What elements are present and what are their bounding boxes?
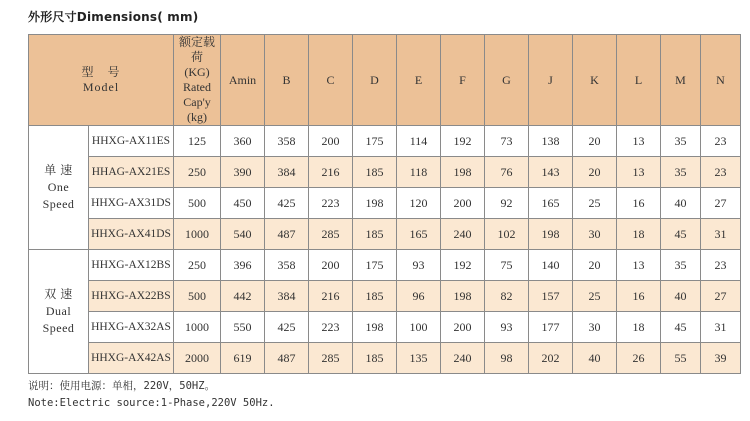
dimension-cell: 165 bbox=[529, 188, 573, 219]
capacity-cell: 500 bbox=[174, 188, 221, 219]
dimension-cell: 200 bbox=[441, 312, 485, 343]
table-row bbox=[29, 188, 741, 219]
dimension-cell: 185 bbox=[353, 343, 397, 374]
dimension-cell: 135 bbox=[397, 343, 441, 374]
dimension-cell: 192 bbox=[441, 250, 485, 281]
dimension-cell: 165 bbox=[397, 219, 441, 250]
dimension-cell: 384 bbox=[265, 157, 309, 188]
speed-group-label bbox=[29, 126, 89, 250]
dimension-cell: 487 bbox=[265, 343, 309, 374]
dimension-cell: 35 bbox=[661, 157, 701, 188]
model-cell: HHXG-AX32AS bbox=[89, 312, 174, 343]
capacity-cell: 250 bbox=[174, 250, 221, 281]
dimension-cell: 13 bbox=[617, 157, 661, 188]
dimension-cell: 202 bbox=[529, 343, 573, 374]
dimension-cell: 26 bbox=[617, 343, 661, 374]
dimension-cell: 13 bbox=[617, 250, 661, 281]
dimension-cell: 23 bbox=[701, 250, 741, 281]
column-header: K bbox=[573, 35, 617, 126]
dimension-cell: 18 bbox=[617, 219, 661, 250]
capacity-header-line: (kg) bbox=[187, 110, 208, 124]
note-cn: 说明：使用电源：单相，220V，50HZ。 bbox=[28, 380, 216, 392]
capacity-header bbox=[174, 35, 221, 126]
column-header: N bbox=[701, 35, 741, 126]
dimension-cell: 216 bbox=[309, 157, 353, 188]
column-header: C bbox=[309, 35, 353, 126]
notes bbox=[28, 378, 275, 412]
column-header: F bbox=[441, 35, 485, 126]
table-row bbox=[29, 343, 741, 374]
table-row bbox=[29, 126, 741, 157]
dimension-cell: 200 bbox=[441, 188, 485, 219]
table-row bbox=[29, 157, 741, 188]
speed-group-cn: 双 速 bbox=[44, 287, 73, 301]
dimension-cell: 216 bbox=[309, 281, 353, 312]
dimension-cell: 23 bbox=[701, 126, 741, 157]
speed-group-cn: 单 速 bbox=[44, 163, 73, 177]
dimension-cell: 120 bbox=[397, 188, 441, 219]
dimension-cell: 143 bbox=[529, 157, 573, 188]
dimension-cell: 93 bbox=[397, 250, 441, 281]
speed-group-en: Speed bbox=[42, 197, 75, 211]
dimension-cell: 177 bbox=[529, 312, 573, 343]
capacity-header-line: Rated bbox=[183, 80, 212, 94]
dimension-cell: 240 bbox=[441, 219, 485, 250]
dimension-cell: 102 bbox=[485, 219, 529, 250]
model-cell: HHXG-AX41DS bbox=[89, 219, 174, 250]
dimension-cell: 18 bbox=[617, 312, 661, 343]
capacity-cell: 1000 bbox=[174, 219, 221, 250]
dimension-cell: 185 bbox=[353, 157, 397, 188]
table-row bbox=[29, 312, 741, 343]
dimension-cell: 35 bbox=[661, 126, 701, 157]
dimension-cell: 23 bbox=[701, 157, 741, 188]
dimension-cell: 98 bbox=[485, 343, 529, 374]
dimension-cell: 198 bbox=[441, 281, 485, 312]
dimension-cell: 396 bbox=[221, 250, 265, 281]
dimension-cell: 285 bbox=[309, 219, 353, 250]
dimension-cell: 20 bbox=[573, 250, 617, 281]
dimension-cell: 30 bbox=[573, 219, 617, 250]
dimensions-table bbox=[28, 34, 741, 374]
dimension-cell: 198 bbox=[353, 188, 397, 219]
dimension-cell: 442 bbox=[221, 281, 265, 312]
note-en: Note:Electric source:1-Phase,220V 50Hz. bbox=[28, 397, 275, 409]
dimension-cell: 25 bbox=[573, 281, 617, 312]
dimension-cell: 198 bbox=[441, 157, 485, 188]
model-cell: HHXG-AX31DS bbox=[89, 188, 174, 219]
dimension-cell: 27 bbox=[701, 281, 741, 312]
dimension-cell: 192 bbox=[441, 126, 485, 157]
capacity-header-line: 额定载荷 bbox=[179, 35, 216, 64]
speed-group-label bbox=[29, 250, 89, 374]
dimension-cell: 20 bbox=[573, 157, 617, 188]
dimension-cell: 140 bbox=[529, 250, 573, 281]
dimension-cell: 40 bbox=[661, 281, 701, 312]
dimension-cell: 223 bbox=[309, 188, 353, 219]
page-title: 外形尺寸Dimensions( mm) bbox=[28, 10, 199, 24]
model-cell: HHXG-AX11ES bbox=[89, 126, 174, 157]
dimension-cell: 13 bbox=[617, 126, 661, 157]
column-header: B bbox=[265, 35, 309, 126]
column-header: E bbox=[397, 35, 441, 126]
capacity-cell: 125 bbox=[174, 126, 221, 157]
column-header: Amin bbox=[221, 35, 265, 126]
speed-group-en: Dual bbox=[45, 304, 72, 318]
dimension-cell: 40 bbox=[573, 343, 617, 374]
column-header: D bbox=[353, 35, 397, 126]
column-header: L bbox=[617, 35, 661, 126]
dimension-cell: 16 bbox=[617, 188, 661, 219]
model-header-en: Model bbox=[82, 80, 120, 94]
dimension-cell: 157 bbox=[529, 281, 573, 312]
dimension-cell: 358 bbox=[265, 126, 309, 157]
dimension-cell: 450 bbox=[221, 188, 265, 219]
dimension-cell: 175 bbox=[353, 126, 397, 157]
capacity-cell: 500 bbox=[174, 281, 221, 312]
dimension-cell: 82 bbox=[485, 281, 529, 312]
model-cell: HHXG-AX42AS bbox=[89, 343, 174, 374]
dimension-cell: 118 bbox=[397, 157, 441, 188]
dimension-cell: 200 bbox=[309, 250, 353, 281]
capacity-header-line: Cap'y bbox=[183, 95, 211, 109]
dimension-cell: 73 bbox=[485, 126, 529, 157]
dimension-cell: 76 bbox=[485, 157, 529, 188]
column-header: M bbox=[661, 35, 701, 126]
dimension-cell: 138 bbox=[529, 126, 573, 157]
table-body bbox=[29, 126, 741, 374]
capacity-cell: 2000 bbox=[174, 343, 221, 374]
speed-group-en: Speed bbox=[42, 321, 75, 335]
dimension-cell: 487 bbox=[265, 219, 309, 250]
model-cell: HHAG-AX21ES bbox=[89, 157, 174, 188]
dimension-cell: 35 bbox=[661, 250, 701, 281]
dimension-cell: 114 bbox=[397, 126, 441, 157]
dimension-cell: 45 bbox=[661, 312, 701, 343]
dimension-cell: 175 bbox=[353, 250, 397, 281]
column-header: G bbox=[485, 35, 529, 126]
dimension-cell: 39 bbox=[701, 343, 741, 374]
dimension-cell: 240 bbox=[441, 343, 485, 374]
dimension-cell: 55 bbox=[661, 343, 701, 374]
dimension-cell: 27 bbox=[701, 188, 741, 219]
table-row bbox=[29, 281, 741, 312]
speed-group-en: One bbox=[47, 180, 70, 194]
dimension-cell: 30 bbox=[573, 312, 617, 343]
table-row bbox=[29, 250, 741, 281]
dimension-cell: 185 bbox=[353, 281, 397, 312]
dimension-cell: 75 bbox=[485, 250, 529, 281]
capacity-cell: 250 bbox=[174, 157, 221, 188]
dimension-cell: 384 bbox=[265, 281, 309, 312]
model-cell: HHXG-AX22BS bbox=[89, 281, 174, 312]
dimension-cell: 16 bbox=[617, 281, 661, 312]
dimension-cell: 619 bbox=[221, 343, 265, 374]
dimension-cell: 198 bbox=[353, 312, 397, 343]
dimension-cell: 223 bbox=[309, 312, 353, 343]
dimension-cell: 285 bbox=[309, 343, 353, 374]
dimension-cell: 20 bbox=[573, 126, 617, 157]
dimension-cell: 198 bbox=[529, 219, 573, 250]
dimension-cell: 40 bbox=[661, 188, 701, 219]
capacity-cell: 1000 bbox=[174, 312, 221, 343]
dimension-cell: 550 bbox=[221, 312, 265, 343]
dimension-cell: 540 bbox=[221, 219, 265, 250]
capacity-header-line: (KG) bbox=[184, 65, 210, 79]
dimension-cell: 93 bbox=[485, 312, 529, 343]
dimension-cell: 92 bbox=[485, 188, 529, 219]
model-header-cn: 型 号 bbox=[81, 65, 121, 79]
model-cell: HHXG-AX12BS bbox=[89, 250, 174, 281]
dimension-cell: 200 bbox=[309, 126, 353, 157]
dimension-cell: 100 bbox=[397, 312, 441, 343]
model-header bbox=[29, 35, 174, 126]
table-row bbox=[29, 219, 741, 250]
dimension-cell: 31 bbox=[701, 219, 741, 250]
dimension-cell: 360 bbox=[221, 126, 265, 157]
dimension-cell: 185 bbox=[353, 219, 397, 250]
header-row bbox=[29, 35, 741, 126]
dimension-cell: 425 bbox=[265, 312, 309, 343]
dimension-cell: 425 bbox=[265, 188, 309, 219]
dimension-cell: 96 bbox=[397, 281, 441, 312]
column-header: J bbox=[529, 35, 573, 126]
dimension-cell: 45 bbox=[661, 219, 701, 250]
dimension-cell: 358 bbox=[265, 250, 309, 281]
dimension-cell: 25 bbox=[573, 188, 617, 219]
dimension-cell: 390 bbox=[221, 157, 265, 188]
dimension-cell: 31 bbox=[701, 312, 741, 343]
